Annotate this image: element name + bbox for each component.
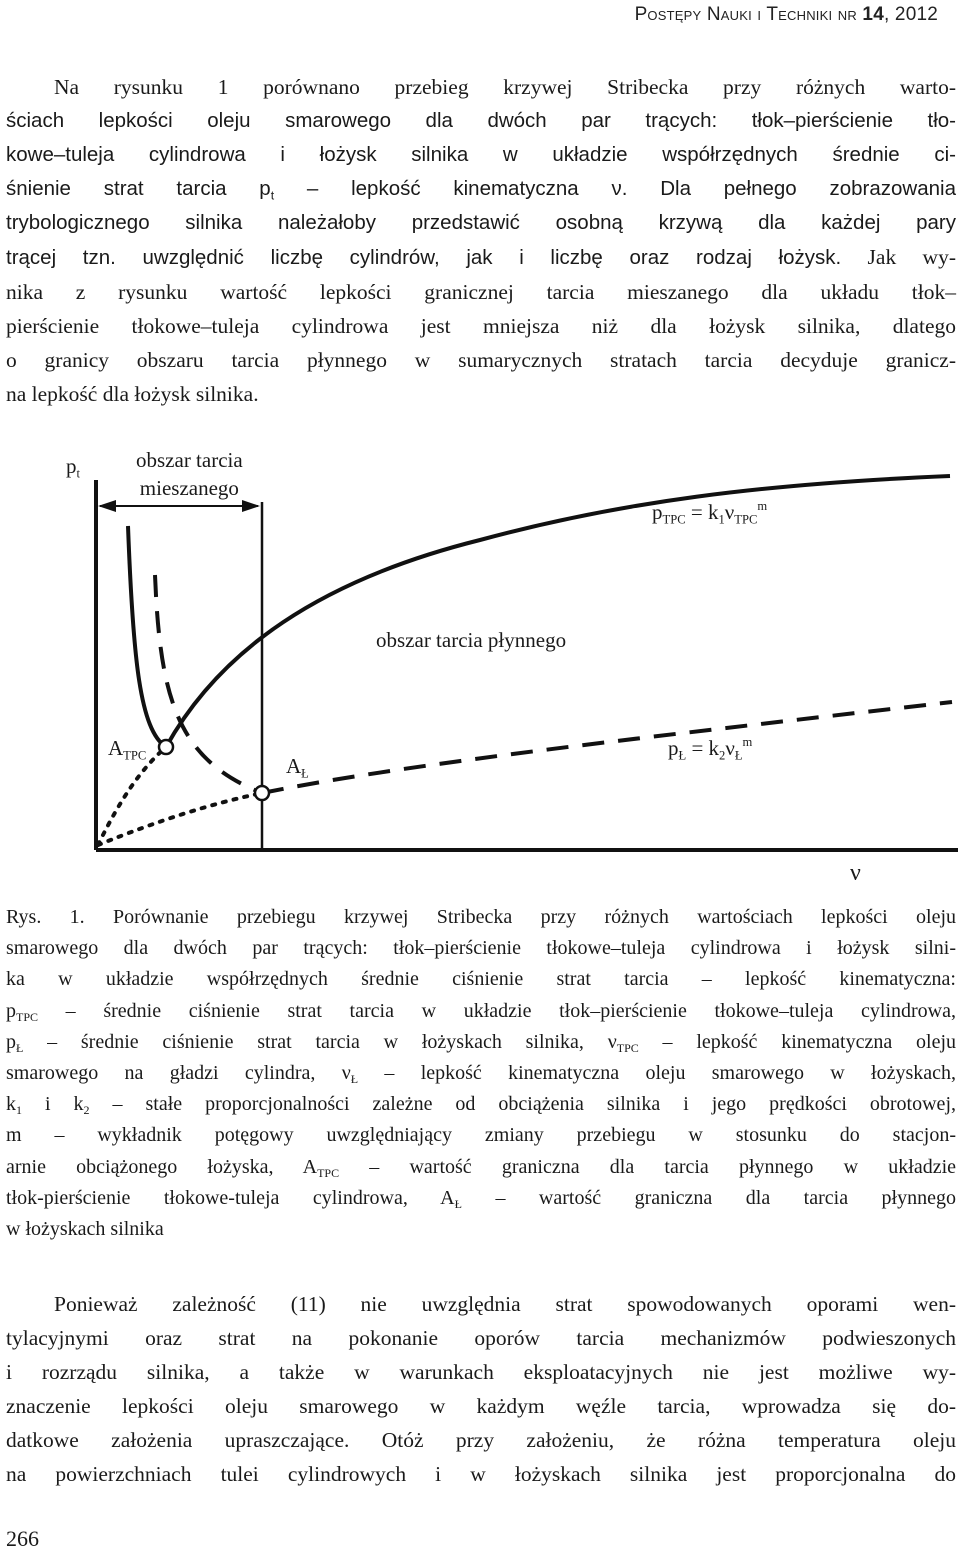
text-line: pierścienie tłokowe–tuleja cylindrowa jest mniejsza niż dla łożysk silnika, dlatego <box>6 314 956 338</box>
figure-caption <box>6 902 956 1245</box>
caption-line: Rys. 1. Porównanie przebiegu krzywej Stribecka przy różnych wartościach lepkości oleju <box>6 906 956 928</box>
caption-line: $p_Ł$ – średnie ciśnienie strat tarcia w łożyskach silnika, $\nu_{TPC}$ – lepkość kinematyczna oleju <box>6 1030 957 1055</box>
text-line: tylacyjnymi oraz strat na pokonanie oporów tarcia mechanizmów podwieszonych <box>6 1326 956 1350</box>
caption-line: $k_1$ i $k_2$ – stałe proporcjonalności zależne od obciążenia silnika i jego prędkości obrotowej, <box>6 1093 956 1118</box>
tpc-fluid-curve <box>166 476 950 747</box>
paragraph-continuation <box>6 1287 956 1491</box>
text-line: i rozrządu silnika, a także w warunkach eksploatacyjnych nie jest możliwe wy- <box>6 1360 956 1384</box>
caption-line: w łożyskach silnika <box>6 1218 164 1241</box>
text-line: znaczenie lepkości oleju smarowego w każdym węźle tarcia, wprowadza się do- <box>6 1394 956 1418</box>
point-a-l-marker <box>255 786 269 800</box>
tpc-equation: $p_{TPC} = k_1\nu_{TPC}^m$ <box>652 499 768 527</box>
stribeck-figure <box>0 440 960 900</box>
bearing-dotted-curve <box>98 793 262 845</box>
fluid-region-label: obszar tarcia płynnego <box>376 628 567 652</box>
x-axis-label: ν <box>850 860 861 886</box>
issue-number: 14 <box>862 4 884 25</box>
text-line: Ponieważ zależność (11) nie uwzględnia strat spowodowanych oporami wen- <box>54 1292 956 1316</box>
caption-line: m – wykładnik potęgowy uwzględniający zmiany przebiegu w stosunku do stacjon- <box>6 1124 956 1147</box>
y-axis-label: $p_t$ <box>66 454 80 481</box>
caption-line: tłok-pierścienie tłokowe-tuleja cylindrowa, $A_Ł$ – wartość graniczna dla tarcia płynnego <box>6 1186 956 1212</box>
arrow-head-left <box>98 500 116 512</box>
text-line: kowe–tuleja cylindrowa i łożysk silnika w układzie współrzędnych średnie ci- <box>6 143 956 166</box>
arrow-head-right <box>242 500 260 512</box>
caption-line: smarowego dla dwóch par trących: tłok–pierścienie tłokowe–tuleja cylindrowa i łożysk silni- <box>6 937 956 960</box>
running-header <box>635 4 938 26</box>
text-line: trącej tzn. uwzględnić liczbę cylindrów, jak i liczbę oraz rodzaj łożysk. Jak wy- <box>6 245 956 269</box>
journal-name: Postępy Nauki i Techniki nr <box>634 4 857 25</box>
bearing-equation: $p_Ł = k_2\nu_Ł^m$ <box>668 735 753 763</box>
text-line: ściach lepkości oleju smarowego dla dwóch par trących: tłok–pierścienie tło- <box>6 109 956 132</box>
text-line: o granicy obszaru tarcia płynnego w sumarycznych stratach tarcia decyduje granicz- <box>6 348 956 372</box>
text-line: datkowe założenia upraszczające. Otóż przy założeniu, że różna temperatura oleju <box>6 1428 956 1452</box>
text-line: nika z rysunku wartość lepkości granicznej tarcia mieszanego dla układu tłok– <box>6 280 956 304</box>
point-a-l-label: $A_Ł$ <box>286 754 309 781</box>
caption-line: $p_{TPC}$ – średnie ciśnienie strat tarcia w układzie tłok–pierścienie tłokowe–tuleja cylindrowa, <box>6 999 956 1024</box>
page-number: 266 <box>6 1526 39 1551</box>
caption-line: smarowego na gładzi cylindra, $\nu_Ł$ – lepkość kinematyczna oleju smarowego w łożyskach, <box>6 1062 957 1087</box>
mixed-region-label: obszar tarcia mieszanego <box>136 448 243 500</box>
text-line: na lepkość dla łożysk silnika. <box>6 382 259 406</box>
tpc-mixed-curve <box>128 526 166 747</box>
caption-line: arnie obciążonego łożyska, $A_{TPC}$ – wartość graniczna dla tarcia płynnego w układzie <box>6 1155 957 1180</box>
bearing-fluid-curve <box>262 702 952 793</box>
text-line: Na rysunku 1 porównano przebieg krzywej Stribecka przy różnych warto- <box>54 75 956 99</box>
paragraph-intro <box>6 70 956 411</box>
text-line: trybologicznego silnika należałoby przedstawić osobną krzywą dla każdej pary <box>6 211 956 234</box>
text-line: śnienie strat tarcia $p_t$ – lepkość kinematyczna ν. Dla pełnego zobrazowania <box>6 177 956 203</box>
journal-year: , 2012 <box>883 4 938 25</box>
text-line: na powierzchniach tulei cylindrowych i w łożyskach silnika jest proporcjonalna do <box>6 1462 956 1486</box>
point-a-tpc-label: $A_{TPC}$ <box>108 736 147 763</box>
caption-line: ka w układzie współrzędnych średnie ciśnienie strat tarcia – lepkość kinematyczna: <box>6 968 956 991</box>
stribeck-diagram <box>0 440 960 900</box>
point-a-tpc-marker <box>159 740 173 754</box>
